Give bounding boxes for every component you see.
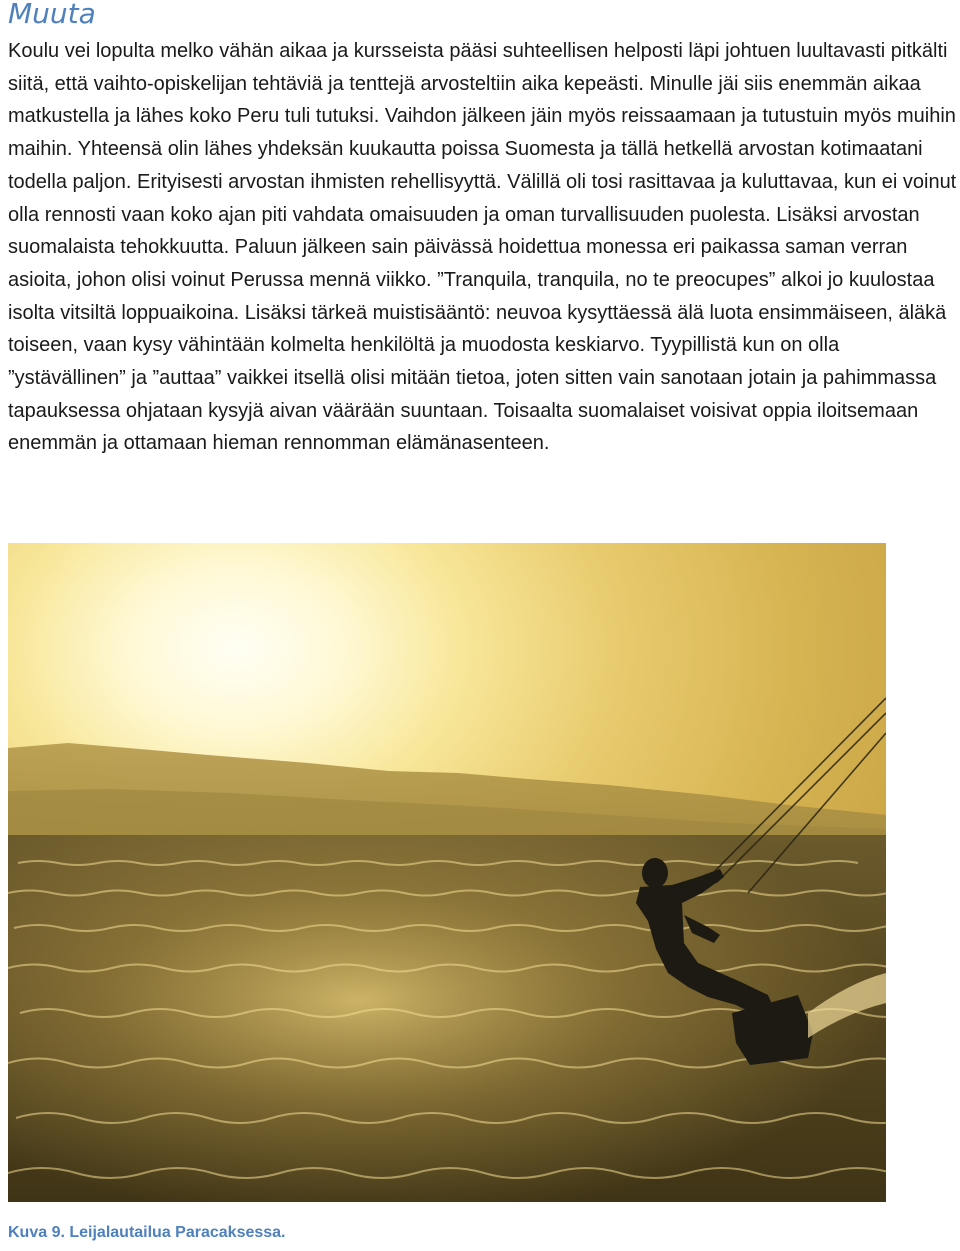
section-heading: Muuta	[8, 0, 96, 30]
body-paragraph: Koulu vei lopulta melko vähän aikaa ja kursseista pääsi suhteellisen helposti läpi johtuen luultavasti pitkälti siitä, että vaihto-opiskelijan tehtäviä ja tenttejä arvosteltiin aika kepeästi. Minulle jäi siis enemmän aikaa matkustella ja lähes koko Peru tuli tutuksi. Vaihdon jälkeen jäin myös reissaamaan ja tutustuin myös muihin maihin. Yhteensä olin lähes yhdeksän kuukautta poissa Suomesta ja tällä hetkellä arvostan kotimaatani todella paljon. Erityisesti arvostan ihmisten rehellisyyttä. Välillä oli tosi rasittavaa ja kuluttavaa, kun ei voinut olla rennosti vaan koko ajan piti vahdata omaisuuden ja oman turvallisuuden puolesta. Lisäksi arvostan suomalaista tehokkuutta. Paluun jälkeen sain päivässä hoidettua monessa eri paikassa saman verran asioita, johon olisi voinut Perussa mennä viikko. ”Tranquila, tranquila, no te preocupes” alkoi jo kuulostaa isolta vitsiltä loppuaikoina. Lisäksi tärkeä muistisääntö: neuvoa kysyttäessä älä luota ensimmäiseen, äläkä toiseen, vaan kysy vähintään kolmelta henkilöltä ja muodosta keskiarvo. Tyypillistä kun on olla ”ystävällinen” ja ”auttaa” vaikkei itsellä olisi mitään tietoa, joten sitten vain sanotaan jotain ja pahimmassa tapauksessa ohjataan kysyjä aivan väärään suuntaan. Toisaalta suomalaiset voisivat oppia iloitsemaan enemmän ja ottamaan hieman rennomman elämänasenteen.	[8, 40, 957, 455]
figure-caption: Kuva 9. Leijalautailua Paracaksessa.	[8, 1224, 286, 1241]
kitesurfing-photo	[8, 543, 886, 1202]
